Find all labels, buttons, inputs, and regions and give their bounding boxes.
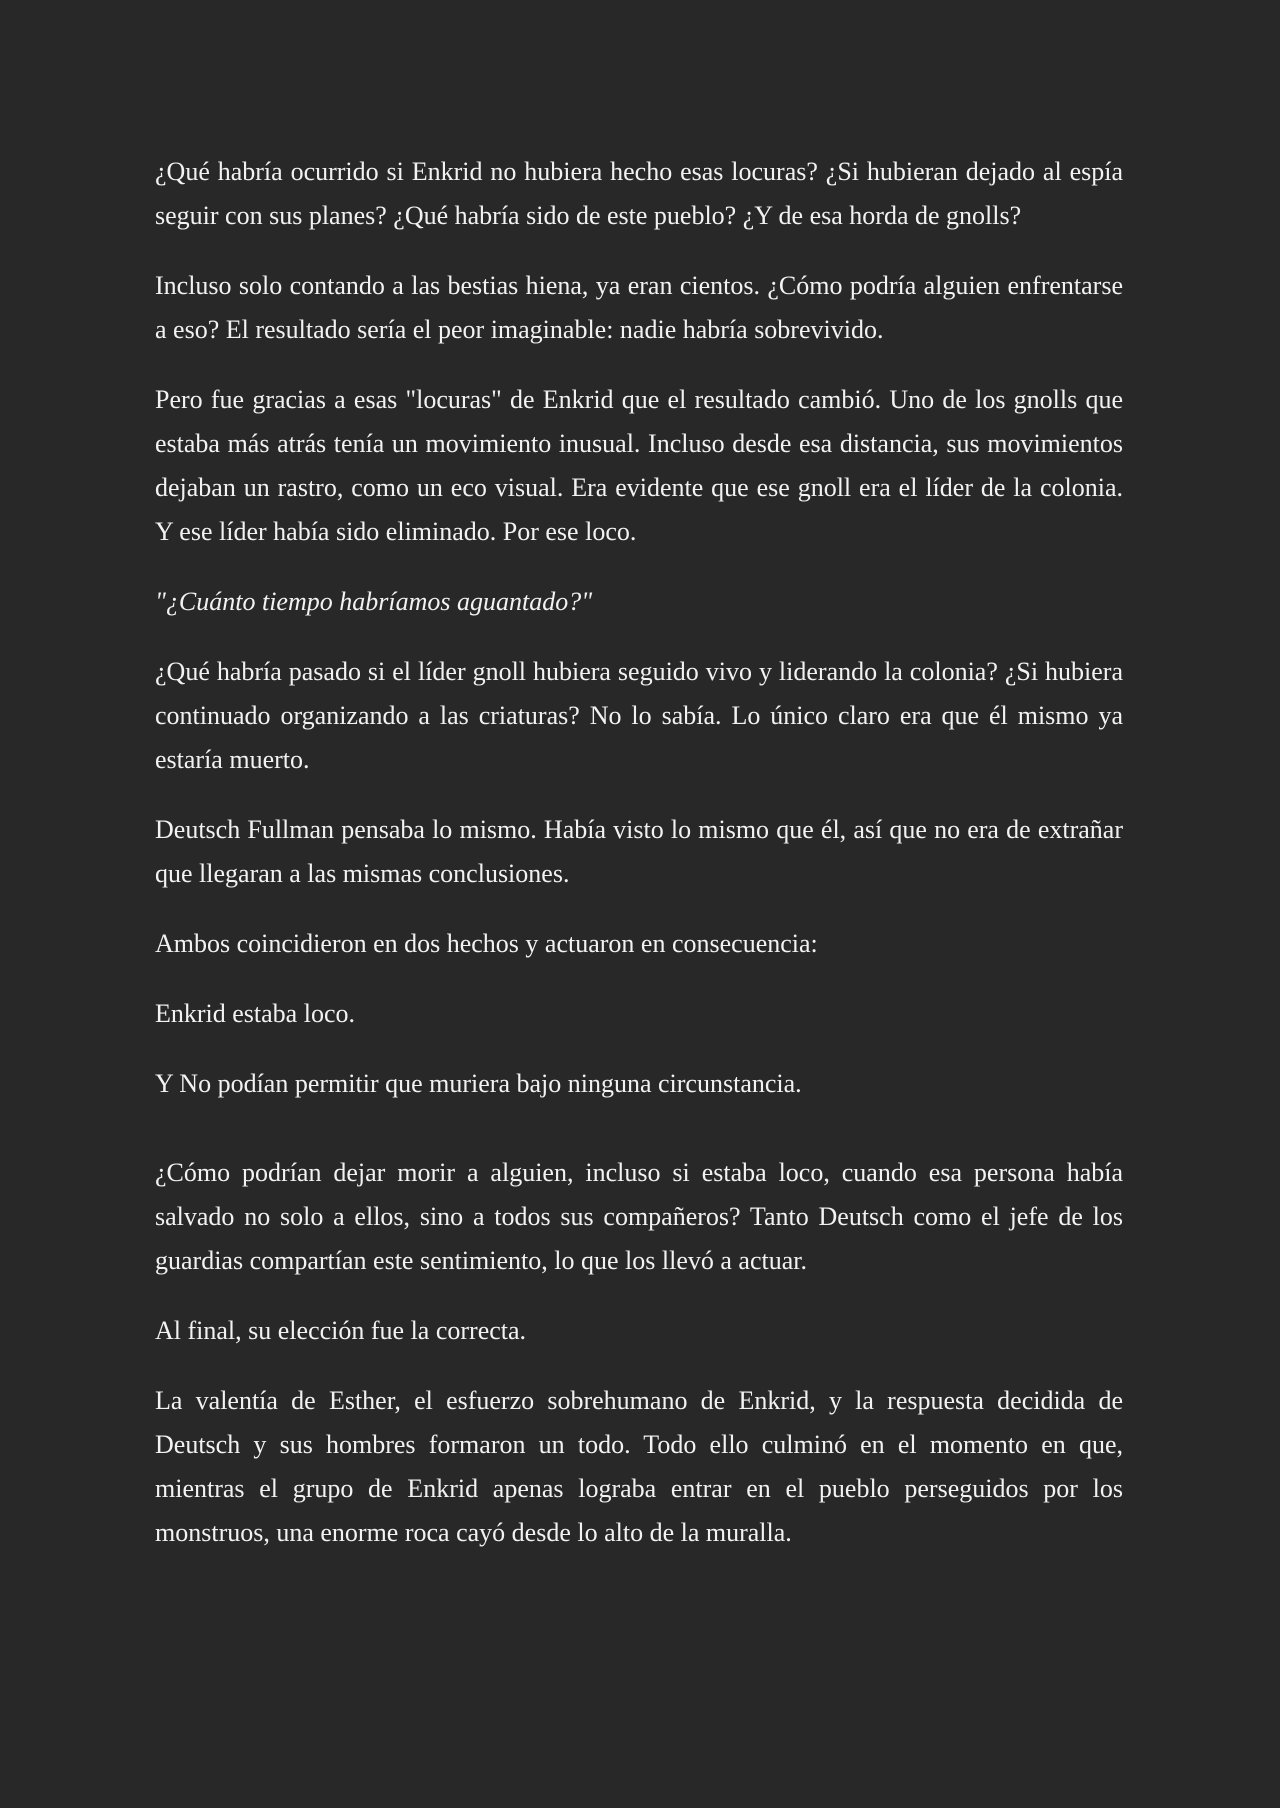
document-body xyxy=(155,150,1123,1581)
paragraph: ¿Cómo podrían dejar morir a alguien, incluso si estaba loco, cuando esa persona había salvado no solo a ellos, sino a todos sus compañeros? Tanto Deutsch como el jefe de los guardias compartían este sentimiento, lo que los llevó a actuar. xyxy=(155,1158,1123,1275)
paragraph: La valentía de Esther, el esfuerzo sobrehumano de Enkrid, y la respuesta decidida de Deutsch y sus hombres formaron un todo. Todo ello culminó en el momento en que, mientras el grupo de Enkrid apenas lograba entrar en el pueblo perseguidos por los monstruos, una enorme roca cayó desde lo alto de la muralla. xyxy=(155,1386,1123,1547)
italic-quote: "¿Cuánto tiempo habríamos aguantado?" xyxy=(155,587,593,616)
paragraph: Deutsch Fullman pensaba lo mismo. Había visto lo mismo que él, así que no era de extrañar que llegaran a las mismas conclusiones. xyxy=(155,815,1123,888)
paragraph: ¿Qué habría pasado si el líder gnoll hubiera seguido vivo y liderando la colonia? ¿Si hubiera continuado organizando a las criaturas? No lo sabía. Lo único claro era que él mismo ya estaría muerto. xyxy=(155,657,1123,774)
paragraph: ¿Qué habría ocurrido si Enkrid no hubiera hecho esas locuras? ¿Si hubieran dejado al espía seguir con sus planes? ¿Qué habría sido de este pueblo? ¿Y de esa horda de gnolls? xyxy=(155,157,1123,230)
paragraph: Ambos coincidieron en dos hechos y actuaron en consecuencia: xyxy=(155,929,818,958)
paragraph: Enkrid estaba loco. xyxy=(155,999,355,1028)
paragraph: Incluso solo contando a las bestias hiena, ya eran cientos. ¿Cómo podría alguien enfrentarse a eso? El resultado sería el peor imaginable: nadie habría sobrevivido. xyxy=(155,271,1123,344)
paragraph: Al final, su elección fue la correcta. xyxy=(155,1316,527,1345)
paragraph: Y No podían permitir que muriera bajo ninguna circunstancia. xyxy=(155,1069,802,1098)
paragraph: Pero fue gracias a esas "locuras" de Enkrid que el resultado cambió. Uno de los gnolls que estaba más atrás tenía un movimiento inusual. Incluso desde esa distancia, sus movimientos dejaban un rastro, como un eco visual. Era evidente que ese gnoll era el líder de la colonia. Y ese líder había sido eliminado. Por ese loco. xyxy=(155,385,1123,546)
